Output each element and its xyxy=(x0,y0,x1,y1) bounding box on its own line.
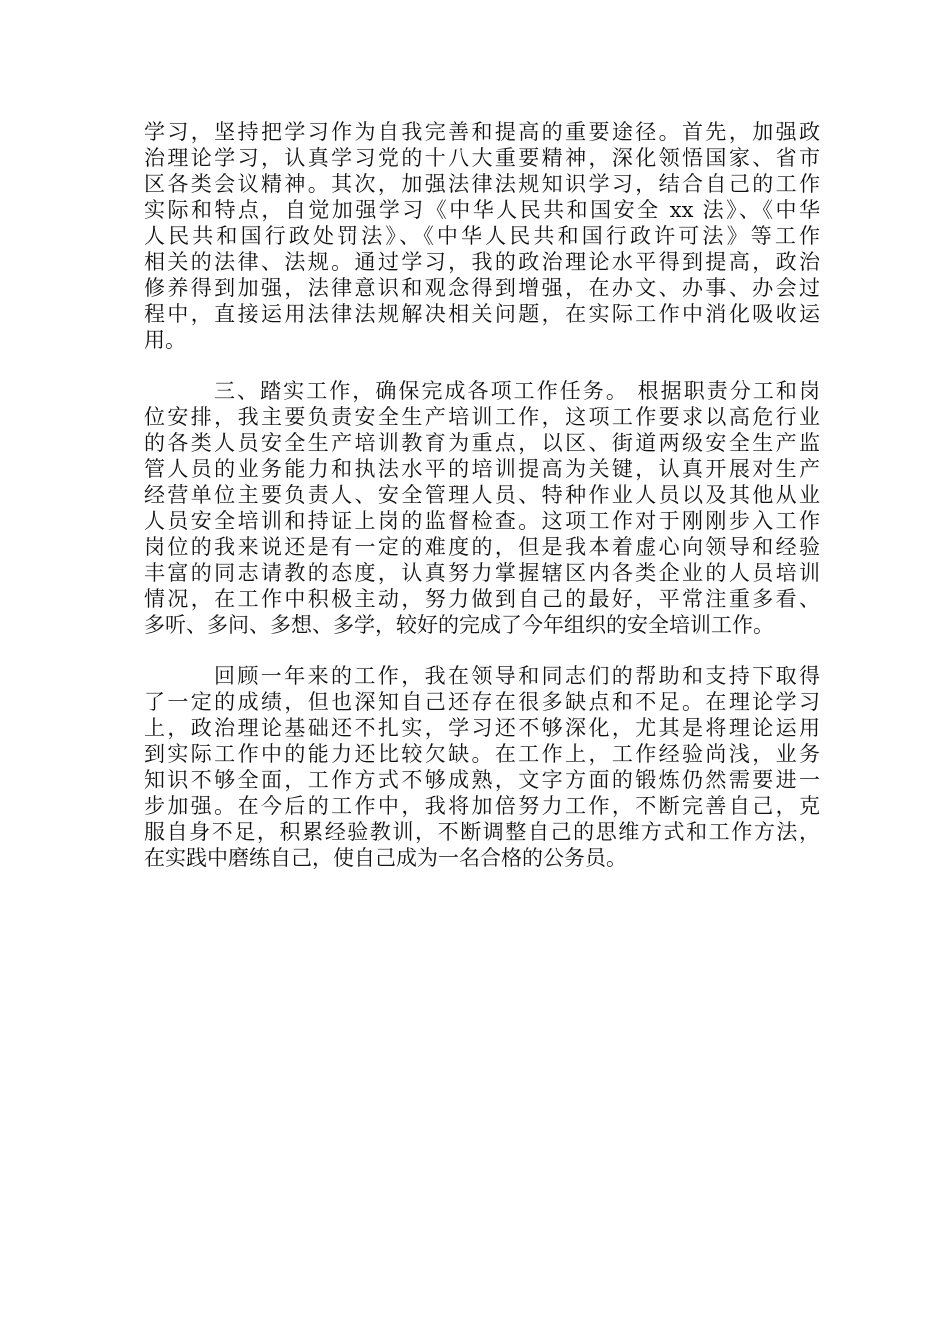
text-line: 丰富的同志请教的态度，认真努力掌握辖区内各类企业的人员培训 xyxy=(144,561,820,585)
text-line: 岗位的我来说还是有一定的难度的，但是我本着虚心向领导和经验 xyxy=(144,535,820,559)
text-line: 人民共和国行政处罚法》、《中华人民共和国行政许可法》等工作 xyxy=(144,224,820,248)
text-line: 多听、多问、多想、多学，较好的完成了今年组织的安全培训工作。 xyxy=(144,613,774,637)
text-line: 知识不够全面，工作方式不够成熟，文字方面的锻炼仍然需要进一 xyxy=(144,768,820,792)
paragraph-review xyxy=(144,663,820,871)
paragraph-spacer xyxy=(144,638,820,663)
text-line: 了一定的成绩，但也深知自己还存在很多缺点和不足。在理论学习 xyxy=(144,690,820,714)
text-line: 修养得到加强，法律意识和观念得到增强，在办文、办事、办会过 xyxy=(144,276,820,300)
text-line: 人员安全培训和持证上岗的监督检查。这项工作对于刚刚步入工作 xyxy=(144,509,820,533)
text-line: 情况，在工作中积极主动，努力做到自己的最好，平常注重多看、 xyxy=(144,587,820,611)
text-line: 经营单位主要负责人、安全管理人员、特种作业人员以及其他从业 xyxy=(144,483,820,507)
text-line: 回顾一年来的工作，我在领导和同志们的帮助和支持下取得 xyxy=(214,664,820,688)
text-line: 相关的法律、法规。通过学习，我的政治理论水平得到提高，政治 xyxy=(144,250,820,274)
text-line: 治理论学习，认真学习党的十八大重要精神，深化领悟国家、省市 xyxy=(144,146,820,170)
text-line: 管人员的业务能力和执法水平的培训提高为关键，认真开展对生产 xyxy=(144,457,820,481)
text-line: 位安排，我主要负责安全生产培训工作，这项工作要求以高危行业 xyxy=(144,405,820,429)
text-line: 学习，坚持把学习作为自我完善和提高的重要途径。首先，加强政 xyxy=(144,120,820,144)
document-body xyxy=(144,119,820,871)
text-line: 用。 xyxy=(144,328,186,352)
text-line: 程中，直接运用法律法规解决相关问题，在实际工作中消化吸收运 xyxy=(144,302,820,326)
text-line: 在实践中磨练自己，使自己成为一名合格的公务员。 xyxy=(144,846,627,870)
text-line: 步加强。在今后的工作中，我将加倍努力工作，不断完善自己，克 xyxy=(144,794,820,818)
paragraph-spacer xyxy=(144,353,820,378)
paragraph-study xyxy=(144,119,820,353)
text-line: 的各类人员安全生产培训教育为重点，以区、街道两级安全生产监 xyxy=(144,431,820,455)
text-line: 上，政治理论基础还不扎实，学习还不够深化，尤其是将理论运用 xyxy=(144,716,820,740)
paragraph-work xyxy=(144,378,820,638)
text-line: 到实际工作中的能力还比较欠缺。在工作上，工作经验尚浅，业务 xyxy=(144,742,820,766)
text-line: 区各类会议精神。其次，加强法律法规知识学习，结合自己的工作 xyxy=(144,172,820,196)
text-line: 三、踏实工作，确保完成各项工作任务。 根据职责分工和岗 xyxy=(214,379,820,403)
text-line: 服自身不足，积累经验教训，不断调整自己的思维方式和工作方法， xyxy=(144,820,820,844)
text-line: 实际和特点，自觉加强学习《中华人民共和国安全 xx 法》、《中华 xyxy=(144,198,820,222)
